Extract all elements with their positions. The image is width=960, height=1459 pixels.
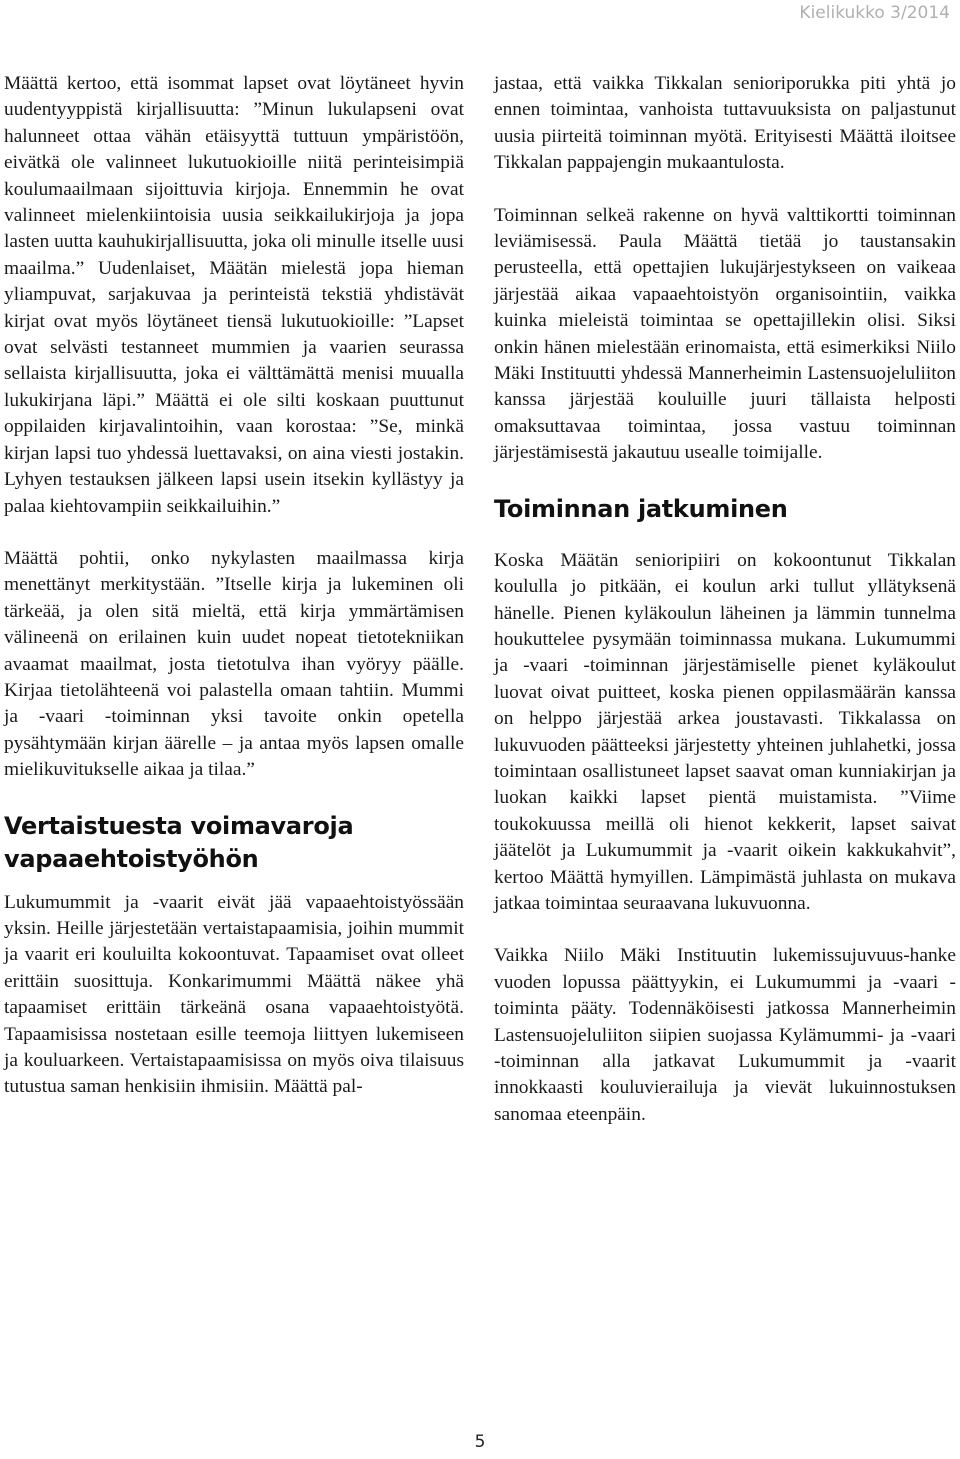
- body-paragraph: jastaa, että vaikka Tikkalan senioriporukka piti yhtä jo ennen toimintaa, vanhoista tuttavuuksista on paljastunut uusia piirteitä toiminnan myötä. Erityisesti Määttä iloitsee Tikkalan pappajengin mukaantulosta.: [494, 73, 956, 174]
- running-head: Kielikukko 3/2014: [799, 3, 950, 23]
- right-column: [494, 71, 956, 1154]
- section-heading: Vertaistuesta voimavaroja vapaaehtoistyöhön: [4, 811, 354, 873]
- body-paragraph: Määttä pohtii, onko nykylasten maailmassa kirja menettänyt merkitystään. ”Itselle kirja ja lukeminen oli tärkeää, ja olen sitä mieltä, että kirja ymmärtämisen välineenä on erilainen kuin uudet nopeat tietotekniikan avaamat maailmat, josta tietotulva ihan vyöryy päälle. Kirjaa tietolähteenä voi palastella omaan tahtiin. Mummi ja -vaari -toiminnan yksi tavoite onkin opetella pysähtymään kirjan äärelle – ja antaa myös lapsen omalle mielikuvitukselle aikaa ja tilaa.”: [4, 547, 464, 781]
- body-paragraph: Koska Määtän senioripiiri on kokoontunut Tikkalan koululla jo pitkään, ei koulun arki tullut yllätyksenä hänelle. Pienen kyläkoulun läheinen ja lämmin tunnelma houkuttelee pysymään toiminnassa mukana. Lukumummi ja -vaari -toiminnan järjestämiselle pienet kyläkoulut luovat oivat puitteet, koska pienen oppilasmäärän kanssa on helppo järjestää arkea joustavasti. Tikkalassa on lukuvuoden päätteeksi järjestetty yhteinen juhlahetki, jossa toimintaan osallistuneet lapset saavat oman kunniakirjan ja luokan kaikki lapset pientä muistamista. ”Viime toukokuussa meillä oli hienot kekkerit, lapset saivat jäätelöt ja Lukumummit ja -vaarit oikein kakkukahvit”, kertoo Määttä hymyillen. Lämpimästä juhlasta on mukava jatkaa toimintaa seuraavana lukuvuonna.: [494, 549, 956, 914]
- left-column: [4, 71, 464, 1127]
- body-paragraph: Toiminnan selkeä rakenne on hyvä valttikortti toiminnan leviämisessä. Paula Määttä tietää jo taustansakin perusteella, että opettajien lukujärjestykseen on vaikeaa järjestää aikaa vapaaehtoistyön organisointiin, vaikka kuinka mieleistä toimintaa se opettajillekin olisi. Siksi onkin hänen mielestään erinomaista, että esimerkiksi Niilo Mäki Instituutti yhdessä Mannerheimin Lastensuojeluliiton kanssa järjestää kouluille juuri tällaista helposti omaksuttavaa toimintaa, jossa vastuu toiminnan järjestämisestä jakautuu usealle toimijalle.: [494, 204, 956, 464]
- page-number: 5: [474, 1432, 486, 1452]
- body-paragraph: Vaikka Niilo Mäki Instituutin lukemissujuvuus-hanke vuoden lopussa päättyykin, ei Lukumummi ja -vaari -toiminta pääty. Todennäköisesti jatkossa Mannerheimin Lastensuojeluliiton siipien suojassa Kylämummi- ja -vaari -toiminnan alla jatkavat Lukumummit ja -vaarit innokkaasti kouluvierailuja ja vievät lukuinnostuksen sanomaa eteenpäin.: [494, 945, 956, 1125]
- body-paragraph: Lukumummit ja -vaarit eivät jää vapaaehtoistyössään yksin. Heille järjestetään vertaistapaamisia, joihin mummit ja vaarit eri kouluilta kokoontuvat. Tapaamiset ovat olleet erittäin suosittuja. Konkarimummi Määttä näkee yhä tapaamiset erittäin tärkeänä osana vapaaehtoistyötä. Tapaamisissa nostetaan esille teemoja liittyen lukemiseen ja kouluarkeen. Vertaistapaamisissa on myös oiva tilaisuus tutustua saman henkisiin ihmisiin. Määttä pal-: [4, 891, 464, 1098]
- section-heading: Toiminnan jatkuminen: [494, 494, 788, 523]
- body-paragraph: Määttä kertoo, että isommat lapset ovat löytäneet hyvin uudentyyppistä kirjallisuutta: ”Minun lukulapseni ovat halunneet ottaa vähän etäisyyttä tuttuun ympäristöön, eivätkä ole valinneet lukutuokioille niitä perinteisimpiä koulumaailmaan sijoittuvia kirjoja. Ennemmin he ovat valinneet mielenkiintoisia uusia seikkailukirjoja ja jopa lasten uutta kauhukirjallisuutta, joka oli minulle itselle uusi maailma.” Uudenlaiset, Määtän mielestä jopa hieman yliampuvat, sarjakuvaa ja perinteistä tekstiä yhdistävät kirjat ovat myös löytäneet tiensä lukutuokioille: ”Lapset ovat selvästi testanneet mummien ja vaarien seurassa sellaista kirjallisuutta, joka ei välttämättä menisi muualla lukukirjana läpi.” Määttä ei ole silti koskaan puuttunut oppilaiden kirjavalintoihin, vaan korostaa: ”Se, minkä kirjan lapsi tuo yhdessä luettavaksi, on aina viesti jostakin. Lyhyen testauksen jälkeen lapsi usein itsekin kyllästyy ja palaa kiehtovampiin seikkailuihin.”: [4, 73, 464, 517]
